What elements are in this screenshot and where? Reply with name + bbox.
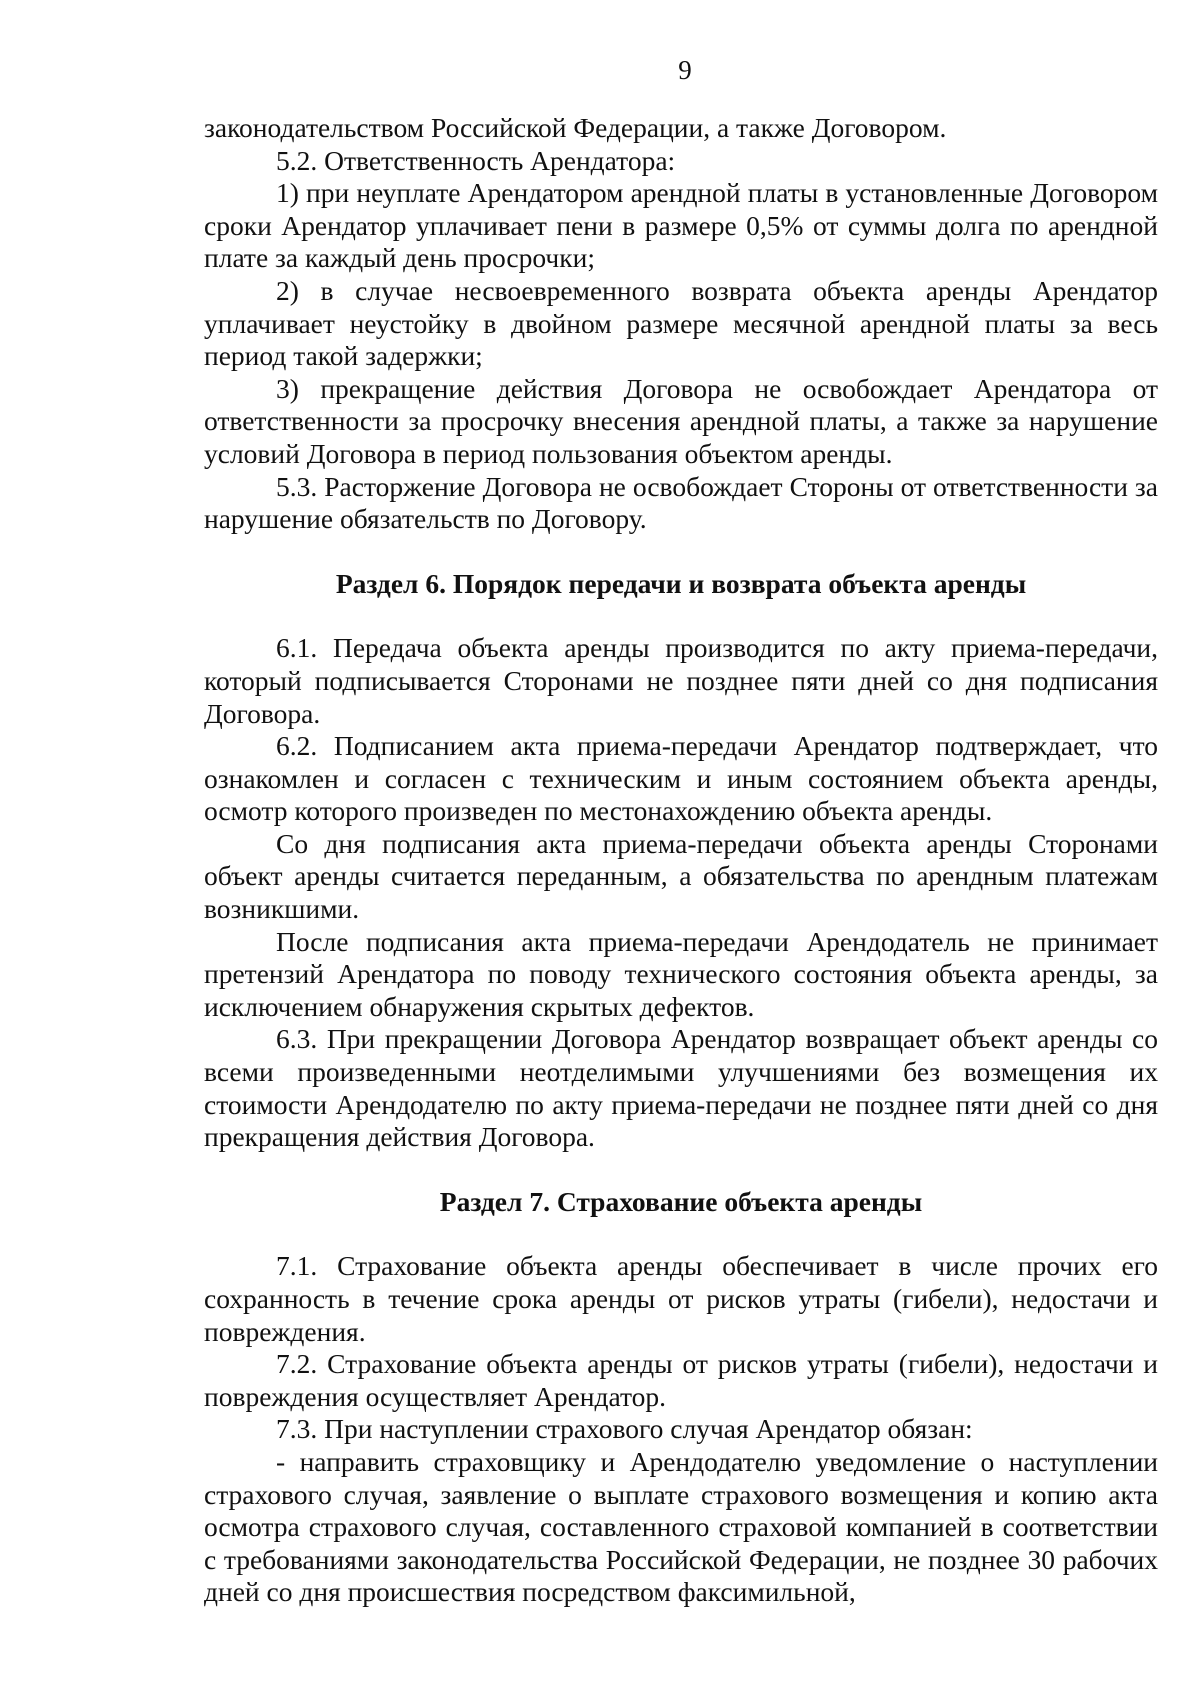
paragraph-6-2-claims: После подписания акта приема-передачи Арендодатель не принимает претензий Арендатора по поводу технического состояния объекта аренды, за исключением обнаружения скрытых дефектов. xyxy=(204,925,1158,1022)
paragraph-continuation: законодательством Российской Федерации, а также Договором. xyxy=(204,112,947,143)
paragraph-6-2-transfer: Со дня подписания акта приема-передачи объекта аренды Сторонами объект аренды считается переданным, а обязательства по арендным платежам возникшими. xyxy=(204,827,1158,925)
paragraph-7-2: 7.2. Страхование объекта аренды от рисков утраты (гибели), недостачи и повреждения осуществляет Арендатор. xyxy=(204,1348,1158,1412)
paragraph-7-3: 7.3. При наступлении страхового случая Арендатор обязан: xyxy=(276,1413,973,1445)
paragraph-6-2: 6.2. Подписанием акта приема-передачи Арендатор подтверждает, что ознакомлен и согласен с техническим и иным состоянием объекта аренды, осмотр которого произведен по местонахождению объекта аренды. xyxy=(204,730,1158,827)
document-body xyxy=(204,112,1158,1609)
paragraph-5-2: 5.2. Ответственность Арендатора: xyxy=(276,144,676,176)
paragraph-5-2-item-2: 2) в случае несвоевременного возврата объекта аренды Арендатор уплачивает неустойку в двойном размере месячной арендной платы за весь период такой задержки; xyxy=(204,274,1158,372)
paragraph-6-3: 6.3. При прекращении Договора Арендатор возвращает объект аренды со всеми произведенными неотделимыми улучшениями без возмещения их стоимости Арендодателю по акту приема-передачи не позднее пяти дней со дня прекращения действия Договора. xyxy=(204,1023,1158,1153)
paragraph-5-2-item-1: 1) при неуплате Арендатором арендной платы в установленные Договором сроки Арендатор уплачивает пени в размере 0,5% от суммы долга по арендной плате за каждый день просрочки; xyxy=(204,177,1158,274)
paragraph-5-2-item-3: 3) прекращение действия Договора не освобождает Арендатора от ответственности за просрочку внесения арендной платы, а также за нарушение условий Договора в период пользования объектом аренды. xyxy=(204,372,1158,469)
section-6-heading: Раздел 6. Порядок передачи и возврата объекта аренды xyxy=(335,567,1027,599)
paragraph-5-3: 5.3. Расторжение Договора не освобождает Стороны от ответственности за нарушение обязательств по Договору. xyxy=(204,470,1158,535)
paragraph-7-1: 7.1. Страхование объекта аренды обеспечивает в числе прочих его сохранность в течение срока аренды от рисков утраты (гибели), недостачи и повреждения. xyxy=(204,1250,1158,1347)
page-number: 9 xyxy=(678,55,692,85)
paragraph-6-1: 6.1. Передача объекта аренды производится по акту приема-передачи, который подписывается Сторонами не позднее пяти дней со дня подписания Договора. xyxy=(204,632,1158,729)
paragraph-7-3-item: - направить страховщику и Арендодателю уведомление о наступлении страхового случая, заявление о выплате страхового возмещения и копию акта осмотра страхового случая, составленного страховой компанией в соответствии с требованиями законодательства Российской Федерации, не позднее 30 рабочих дней со дня происшествия посредством факсимильной, xyxy=(204,1445,1158,1608)
section-7-heading: Раздел 7. Страхование объекта аренды xyxy=(439,1185,923,1217)
